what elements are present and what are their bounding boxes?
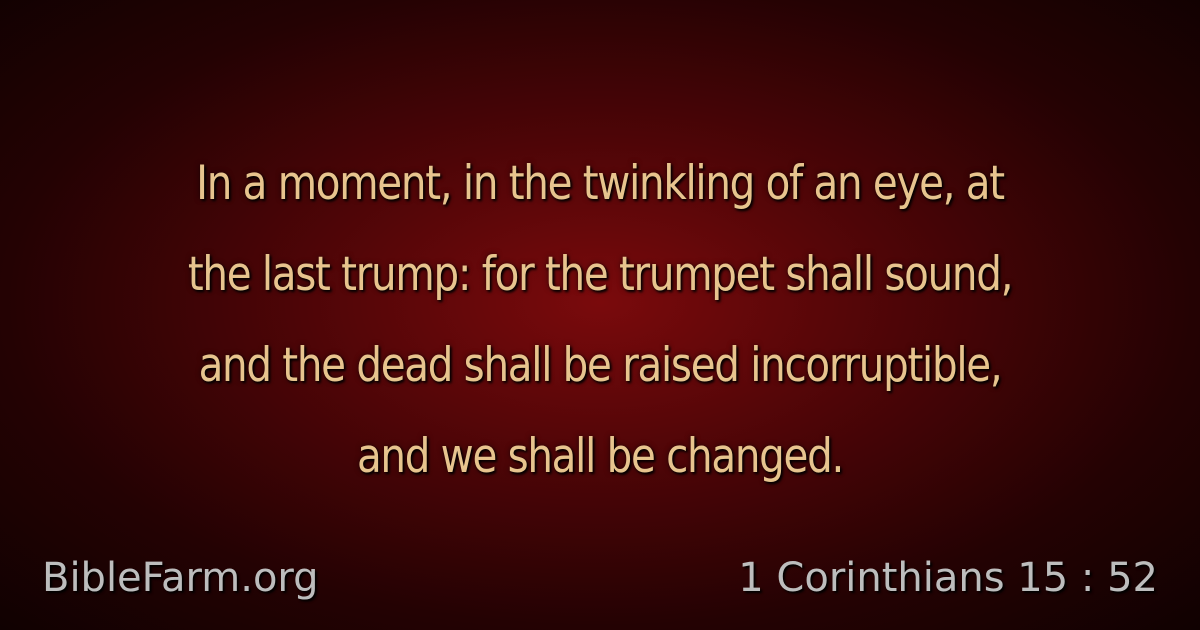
- verse-line: and the dead shall be raised incorruptible,: [198, 338, 1002, 393]
- verse-line: and we shall be changed.: [356, 429, 844, 484]
- verse-line: In a moment, in the twinkling of an eye, at: [196, 156, 1004, 211]
- verse-line: the last trump: for the trumpet shall sound,: [187, 247, 1013, 302]
- verse-reference: 1 Corinthians 15 : 52: [738, 555, 1158, 601]
- site-name: BibleFarm.org: [42, 555, 319, 601]
- verse-text: [118, 138, 1081, 502]
